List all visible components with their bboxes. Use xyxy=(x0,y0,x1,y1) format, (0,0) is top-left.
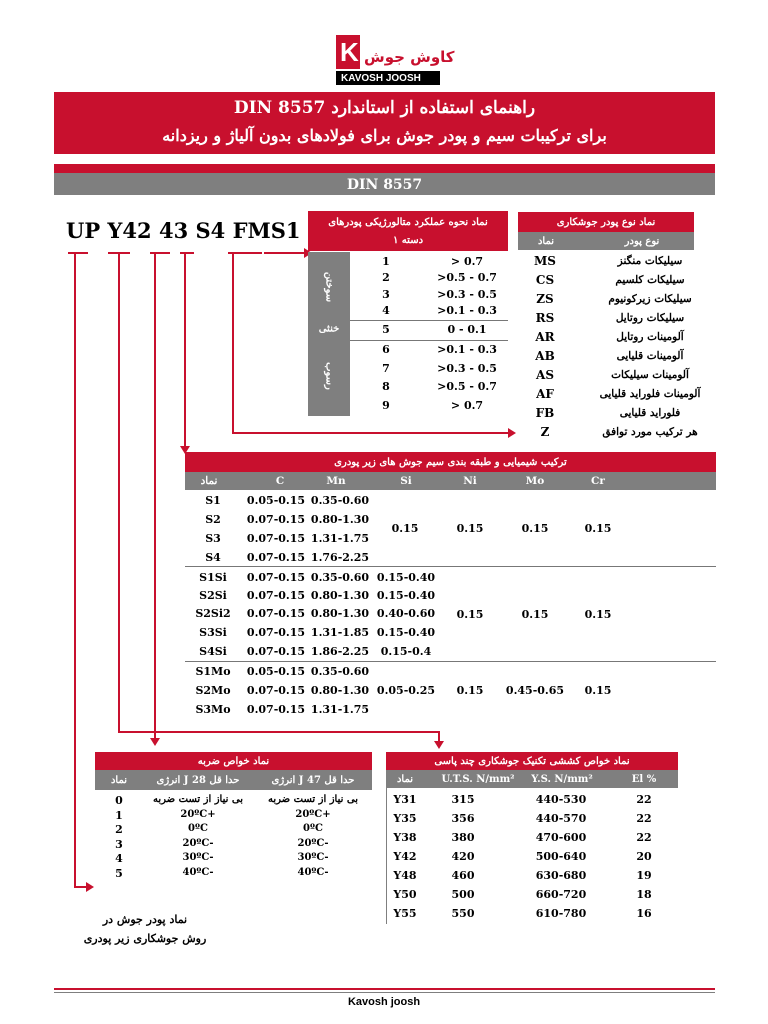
chem-ni: 0.15 xyxy=(456,608,484,621)
chem-si: 0.15-0.4 xyxy=(380,645,432,658)
tensile-header xyxy=(386,752,678,770)
chem-col-nmad: نماد xyxy=(200,475,218,487)
chem-mo: 0.45-0.65 xyxy=(505,684,565,697)
tensile-ys: 440-570 xyxy=(535,812,587,825)
flux-symbol: Z xyxy=(540,425,550,439)
tensile-el: 22 xyxy=(636,812,652,825)
flux-symbol: AR xyxy=(535,330,555,344)
chem-symbol: S1Mo xyxy=(195,665,231,678)
tensile-col-el: El % xyxy=(631,774,657,785)
chem-col-ni: Ni xyxy=(463,475,477,487)
code-up: UP xyxy=(66,218,101,243)
chem-symbol: S2Si2 xyxy=(195,607,231,620)
chem-symbol: S4 xyxy=(205,551,221,564)
tensile-symbol: Y42 xyxy=(393,850,417,863)
impact-47: 0ºC xyxy=(303,823,323,834)
impact-28: -20ºC xyxy=(182,837,214,849)
tensile-uts: 550 xyxy=(451,907,475,920)
flux-col-type: نوع پودر xyxy=(624,236,660,247)
met-row-value: >0.1 - 0.3 xyxy=(437,343,497,356)
chem-c: 0.07-0.15 xyxy=(246,645,306,658)
chem-si: 0.40-0.60 xyxy=(376,607,436,620)
tensile-el: 22 xyxy=(636,793,652,806)
group-neutral: خنثی xyxy=(318,323,340,335)
code-y42: Y42 xyxy=(107,218,152,243)
code-fms1: FMS1 xyxy=(232,218,301,243)
tensile-symbol: Y50 xyxy=(393,888,417,901)
flux-symbol: FB xyxy=(535,406,555,420)
tensile-symbol: Y55 xyxy=(393,907,417,920)
chem-col-c: C xyxy=(275,475,285,487)
group-burning: سوختن xyxy=(323,271,335,303)
code-43: 43 xyxy=(158,218,189,243)
standard-bar-label: DIN 8557 xyxy=(346,177,423,193)
met-row-value: > 0.7 xyxy=(450,255,484,268)
met-row-value: >0.5 - 0.7 xyxy=(437,271,497,284)
met-row-value: >0.3 - 0.5 xyxy=(437,288,497,301)
impact-47: -30ºC xyxy=(297,852,329,863)
chem-symbol: S1Si xyxy=(199,571,227,584)
chem-symbol: S3 xyxy=(205,532,221,545)
met-row-number: 9 xyxy=(382,399,390,412)
flux-name: آلومینات سیلیکات xyxy=(611,369,689,381)
chem-col-mn: Mn xyxy=(326,475,346,487)
standard-bar xyxy=(54,173,715,195)
tensile-el: 20 xyxy=(636,850,652,863)
flux-types-title: نماد نوع پودر جوشکاری xyxy=(556,217,656,228)
flux-name: فلوراید قلیایی xyxy=(619,407,681,419)
chem-mn: 1.31-1.85 xyxy=(310,626,370,639)
code-s4: S4 xyxy=(195,218,226,243)
logo-letter: K xyxy=(340,37,359,67)
tensile-ys: 660-720 xyxy=(535,888,587,901)
flux-symbol: AF xyxy=(536,387,554,401)
flux-name: سیلیکات روتایل xyxy=(615,312,685,324)
standard-bar-top-line xyxy=(54,164,715,173)
chem-mn: 0.35-0.60 xyxy=(310,665,370,678)
impact-47: بی نیاز از تست ضربه xyxy=(267,794,359,805)
metallurgical-header xyxy=(308,211,508,251)
met-row-value: >0.1 - 0.3 xyxy=(437,304,497,317)
impact-number: 2 xyxy=(115,823,123,836)
tensile-ys: 470-600 xyxy=(535,831,587,844)
impact-47: +20ºC xyxy=(295,808,331,820)
met-row-value: >0.3 - 0.5 xyxy=(437,362,497,375)
chem-c: 0.07-0.15 xyxy=(246,589,306,602)
up-note-line-1: نماد پودر جوش در xyxy=(102,913,188,926)
chem-mn: 1.31-1.75 xyxy=(310,532,370,545)
chem-ni: 0.15 xyxy=(456,522,484,535)
impact-47: -40ºC xyxy=(297,866,329,878)
impact-number: 4 xyxy=(115,852,123,865)
impact-28: -30ºC xyxy=(182,852,214,863)
chem-cr: 0.15 xyxy=(584,608,612,621)
met-row-value: 0 - 0.1 xyxy=(447,323,487,336)
tensile-symbol: Y35 xyxy=(393,812,417,825)
chem-mn: 0.80-1.30 xyxy=(310,684,370,697)
tensile-el: 16 xyxy=(636,907,652,920)
tensile-el: 22 xyxy=(636,831,652,844)
chem-c: 0.05-0.15 xyxy=(246,494,306,507)
met-row-number: 7 xyxy=(382,362,390,375)
chem-si: 0.15-0.40 xyxy=(376,589,436,602)
chem-col-mo: Mo xyxy=(525,475,545,487)
chem-symbol: S2 xyxy=(205,513,221,526)
designation-code xyxy=(66,220,337,241)
tensile-symbol: Y48 xyxy=(393,869,417,882)
flux-name: سیلیکات کلسیم xyxy=(615,274,685,286)
chem-cr: 0.15 xyxy=(584,522,612,535)
chem-symbol: S4Si xyxy=(199,645,227,658)
tensile-uts: 380 xyxy=(451,831,475,844)
chem-c: 0.07-0.15 xyxy=(246,571,306,584)
flux-symbol: RS xyxy=(535,311,555,325)
chem-mn: 0.80-1.30 xyxy=(310,607,370,620)
flux-symbol: CS xyxy=(535,273,555,287)
footer-line-top xyxy=(54,988,715,990)
logo xyxy=(336,35,455,87)
met-row-number: 8 xyxy=(382,380,390,393)
chem-mn: 1.76-2.25 xyxy=(310,551,370,564)
chem-si: 0.15-0.40 xyxy=(376,571,436,584)
chem-symbol: S3Mo xyxy=(195,703,231,716)
chem-symbol: S2Si xyxy=(199,589,227,602)
impact-col-28: حدا قل 28 J انرژی xyxy=(156,775,240,786)
tensile-divider xyxy=(386,788,387,924)
chem-c: 0.07-0.15 xyxy=(246,626,306,639)
chem-col-si: Si xyxy=(400,475,412,487)
tensile-uts: 315 xyxy=(451,793,475,806)
chem-symbol: S2Mo xyxy=(195,684,231,697)
tensile-ys: 630-680 xyxy=(535,869,587,882)
flux-types-header xyxy=(518,212,694,232)
chem-mn: 1.31-1.75 xyxy=(310,703,370,716)
impact-col-header xyxy=(95,770,372,790)
metallurgical-side-column xyxy=(308,252,350,416)
impact-28: 0ºC xyxy=(188,823,208,834)
arrow-head xyxy=(508,428,516,438)
tensile-ys: 500-640 xyxy=(535,850,587,863)
chem-c: 0.07-0.15 xyxy=(246,513,306,526)
flux-symbol: AB xyxy=(535,349,555,363)
chem-si: 0.15 xyxy=(391,522,419,535)
chem-mn: 0.35-0.60 xyxy=(310,571,370,584)
chem-col-cr: Cr xyxy=(591,475,605,487)
flux-name: هر ترکیب مورد توافق xyxy=(602,426,698,438)
chem-si: 0.05-0.25 xyxy=(376,684,436,697)
impact-47: -20ºC xyxy=(297,837,329,849)
chem-mn: 0.35-0.60 xyxy=(310,494,370,507)
tensile-ys: 440-530 xyxy=(535,793,587,806)
tensile-col-uts: U.T.S. N/mm² xyxy=(441,774,515,785)
flux-name: آلومینات فلوراید قلیایی xyxy=(599,388,701,400)
title-line-2: برای ترکیبات سیم و پودر جوش برای فولادهای بدون آلیاژ و ریزدانه xyxy=(162,126,607,145)
tensile-uts: 420 xyxy=(451,850,475,863)
flux-types-col-header xyxy=(518,232,694,250)
chem-c: 0.07-0.15 xyxy=(246,532,306,545)
met-row-number: 3 xyxy=(382,288,390,301)
met-row-number: 5 xyxy=(382,323,390,336)
footer-text: Kavosh joosh xyxy=(347,996,421,1008)
chem-si: 0.15-0.40 xyxy=(376,626,436,639)
impact-number: 1 xyxy=(115,808,123,822)
metallurgical-subtitle: دسته ۱ xyxy=(392,235,424,246)
tensile-symbol: Y38 xyxy=(393,831,417,844)
arrow-head xyxy=(150,738,160,746)
logo-mark xyxy=(336,35,360,69)
impact-28: -40ºC xyxy=(182,866,214,878)
chemical-title: ترکیب شیمیایی و طبقه بندی سیم جوش های زیر پودری xyxy=(334,457,567,468)
flux-symbol: MS xyxy=(534,254,556,268)
arrow-head xyxy=(434,741,444,749)
impact-number: 3 xyxy=(115,837,123,851)
met-row-number: 4 xyxy=(382,304,390,317)
chem-symbol: S1 xyxy=(205,494,221,507)
met-row-value: >0.5 - 0.7 xyxy=(437,380,497,393)
tensile-col-symbol: نماد xyxy=(396,774,414,785)
chem-mn: 1.86-2.25 xyxy=(310,645,370,658)
tensile-uts: 356 xyxy=(451,812,475,825)
flux-symbol: ZS xyxy=(536,292,554,306)
up-note xyxy=(70,910,220,948)
impact-number: 0 xyxy=(115,794,123,807)
chem-mn: 0.80-1.30 xyxy=(310,513,370,526)
title-banner xyxy=(54,92,715,154)
impact-header xyxy=(95,752,372,770)
tensile-uts: 460 xyxy=(451,869,475,882)
arrow-head xyxy=(86,882,94,892)
impact-28: +20ºC xyxy=(180,808,216,820)
flux-name: آلومینات روتایل xyxy=(616,331,684,343)
met-row-number: 2 xyxy=(382,271,390,284)
title-line-1: راهنمای استفاده از استاندارد DIN 8557 xyxy=(233,98,536,118)
logo-brand-en: KAVOSH JOOSH xyxy=(341,73,421,84)
tensile-col-ys: Y.S. N/mm² xyxy=(531,774,593,785)
impact-title: نماد خواص ضربه xyxy=(197,756,270,767)
tensile-col-header xyxy=(386,770,678,788)
chem-c: 0.07-0.15 xyxy=(246,703,306,716)
chem-symbol: S3Si xyxy=(199,626,227,639)
logo-brand-fa: کاوش جوش xyxy=(364,48,455,66)
group-deposit: رسوب xyxy=(323,362,335,390)
chem-mo: 0.15 xyxy=(521,608,549,621)
tensile-el: 18 xyxy=(636,888,652,901)
impact-col-47: حدا قل 47 J انرژی xyxy=(271,775,355,786)
footer-line-bottom xyxy=(54,992,715,993)
chem-mo: 0.15 xyxy=(521,522,549,535)
met-row-number: 1 xyxy=(382,255,390,268)
up-note-line-2: روش جوشکاری زیر پودری xyxy=(83,932,207,945)
flux-symbol: AS xyxy=(536,368,554,382)
flux-col-symbol: نماد xyxy=(537,236,555,247)
chemical-col-header xyxy=(185,472,716,490)
chem-cr: 0.15 xyxy=(584,684,612,697)
chem-c: 0.07-0.15 xyxy=(246,551,306,564)
met-row-number: 6 xyxy=(382,343,390,356)
met-row-value: > 0.7 xyxy=(450,399,484,412)
flux-name: آلومینات قلیایی xyxy=(616,350,684,362)
chem-c: 0.07-0.15 xyxy=(246,684,306,697)
impact-28: بی نیاز از تست ضربه xyxy=(152,794,244,805)
chem-ni: 0.15 xyxy=(456,684,484,697)
impact-col-symbol: نماد xyxy=(110,775,128,786)
impact-number: 5 xyxy=(115,866,123,880)
tensile-title: نماد خواص کششی تکنیک جوشکاری چند پاسی xyxy=(434,756,630,767)
tensile-ys: 610-780 xyxy=(535,907,587,920)
chemical-header xyxy=(185,452,716,472)
tensile-uts: 500 xyxy=(451,888,475,901)
chem-mn: 0.80-1.30 xyxy=(310,589,370,602)
metallurgical-title: نماد نحوه عملکرد متالورژیکی پودرهای xyxy=(328,217,488,228)
flux-name: سیلیکات منگنز xyxy=(617,255,683,267)
logo-brand-en-bar xyxy=(336,71,440,85)
chem-c: 0.07-0.15 xyxy=(246,607,306,620)
tensile-symbol: Y31 xyxy=(393,793,417,806)
chem-c: 0.05-0.15 xyxy=(246,665,306,678)
flux-name: سیلیکات زیرکونیوم xyxy=(608,293,692,305)
tensile-el: 19 xyxy=(636,869,652,882)
